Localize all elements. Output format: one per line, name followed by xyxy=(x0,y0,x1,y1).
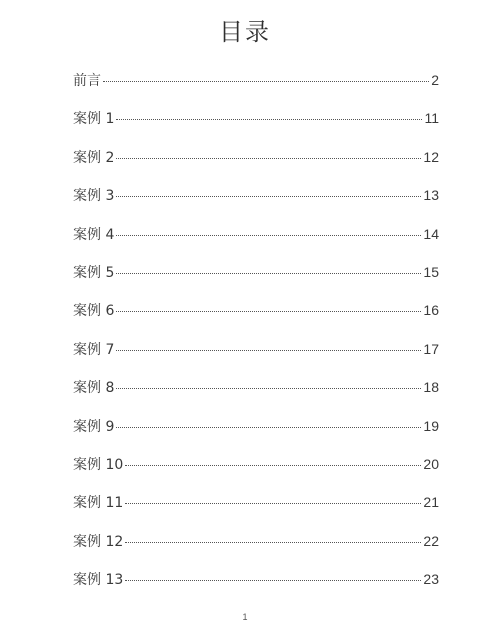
toc-entry-page: 13 xyxy=(423,187,439,204)
toc-entry-label: 案例 4 xyxy=(73,226,115,243)
toc-dot-leader xyxy=(116,427,421,428)
toc-dot-leader xyxy=(125,542,421,543)
toc-dot-leader xyxy=(116,388,421,389)
toc-dot-leader xyxy=(116,235,421,236)
toc-entry-page: 22 xyxy=(423,532,439,549)
table-of-contents xyxy=(73,70,439,607)
toc-entry-label: 案例 6 xyxy=(73,303,115,320)
toc-entry[interactable] xyxy=(73,300,439,338)
toc-entry[interactable] xyxy=(73,224,439,262)
toc-entry-label: 案例 5 xyxy=(73,264,115,281)
toc-entry[interactable] xyxy=(73,454,439,492)
toc-entry-label: 案例 2 xyxy=(73,149,115,166)
toc-entry-page: 12 xyxy=(423,148,439,165)
toc-entry-page: 14 xyxy=(423,225,439,242)
toc-entry-label: 案例 1 xyxy=(73,111,115,128)
toc-dot-leader xyxy=(116,273,421,274)
toc-dot-leader xyxy=(116,311,421,312)
toc-entry-label: 案例 13 xyxy=(73,572,124,589)
toc-entry-page: 11 xyxy=(424,110,439,127)
toc-entry-label: 案例 9 xyxy=(73,418,115,435)
toc-dot-leader xyxy=(116,119,422,120)
toc-entry-page: 16 xyxy=(423,302,439,319)
toc-entry-page: 18 xyxy=(423,379,439,396)
toc-entry-label: 案例 8 xyxy=(73,380,115,397)
footer-page-number: 1 xyxy=(242,612,248,622)
toc-entry[interactable] xyxy=(73,492,439,530)
toc-entry[interactable] xyxy=(73,339,439,377)
toc-entry-label: 案例 11 xyxy=(73,495,124,512)
toc-dot-leader xyxy=(103,81,429,82)
toc-entry[interactable] xyxy=(73,416,439,454)
toc-entry[interactable] xyxy=(73,262,439,300)
toc-dot-leader xyxy=(116,350,421,351)
toc-title: 目录 xyxy=(219,18,271,46)
toc-entry-page: 23 xyxy=(423,571,439,588)
toc-entry[interactable] xyxy=(73,185,439,223)
toc-dot-leader xyxy=(125,503,421,504)
toc-entry[interactable] xyxy=(73,377,439,415)
toc-entry[interactable] xyxy=(73,569,439,607)
toc-entry-label: 案例 12 xyxy=(73,533,124,550)
toc-dot-leader xyxy=(116,196,421,197)
toc-entry-page: 21 xyxy=(423,494,439,511)
toc-entry[interactable] xyxy=(73,531,439,569)
toc-entry-page: 20 xyxy=(423,455,439,472)
toc-entry-page: 19 xyxy=(423,417,439,434)
toc-entry-page: 17 xyxy=(423,340,439,357)
toc-entry-label: 前言 xyxy=(73,73,101,89)
toc-dot-leader xyxy=(125,465,421,466)
toc-entry-label: 案例 7 xyxy=(73,341,115,358)
toc-dot-leader xyxy=(125,580,421,581)
toc-entry-page: 15 xyxy=(423,263,439,280)
toc-entry-label: 案例 10 xyxy=(73,456,124,473)
toc-entry-label: 案例 3 xyxy=(73,188,115,205)
toc-entry[interactable] xyxy=(73,108,439,146)
toc-entry-page: 2 xyxy=(431,72,439,88)
toc-entry[interactable] xyxy=(73,70,439,108)
toc-entry[interactable] xyxy=(73,147,439,185)
toc-dot-leader xyxy=(116,158,421,159)
